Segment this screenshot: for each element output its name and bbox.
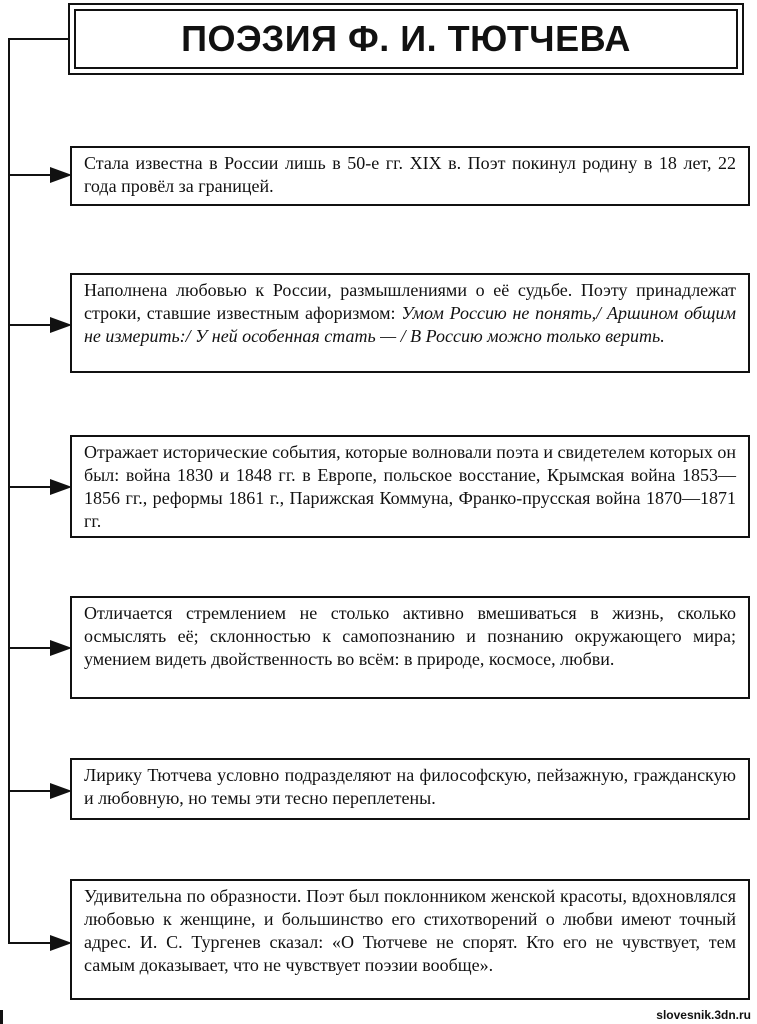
- title-inner-frame: [74, 9, 738, 69]
- arrow-head-icon: [50, 640, 72, 656]
- arrow-head-icon: [50, 317, 72, 333]
- arrow-to-box-5: [8, 790, 70, 792]
- fact-box-text: Удивительна по образности. Поэт был поклонником женской красоты, вдохновлялся любовью к женщине, и большинство его стихотворений о любви имеют точный адрес. И. С. Тургенев сказал: «О Тютчеве не спорят. Кто его не чувствует, тем самым доказывает, что не чувствует поэзии вообще».: [84, 886, 736, 975]
- page-title: ПОЭЗИЯ Ф. И. ТЮТЧЕВА: [181, 18, 631, 59]
- fact-box-text: Стала известна в России лишь в 50-е гг. XIX в. Поэт покинул родину в 18 лет, 22 года провёл за границей.: [84, 153, 736, 196]
- fact-box-text: Отражает исторические события, которые волновали поэта и свидетелем которых он был: война 1830 и 1848 гг. в Европе, польское восстание, Крымская война 1853—1856 гг., реформы 1861 г., Парижская Коммуна, Франко-прусская война 1870—1871 гг.: [84, 442, 736, 531]
- arrow-to-box-1: [8, 174, 70, 176]
- fact-box-genres: [70, 758, 750, 820]
- arrow-head-icon: [50, 479, 72, 495]
- arrow-head-icon: [50, 167, 72, 183]
- arrow-to-box-4: [8, 647, 70, 649]
- watermark: slovesnik.3dn.ru: [656, 1008, 751, 1022]
- arrow-head-icon: [50, 783, 72, 799]
- arrow-to-box-3: [8, 486, 70, 488]
- title-frame: [68, 3, 744, 75]
- corner-mark: [0, 1010, 3, 1024]
- fact-box-history: [70, 435, 750, 538]
- fact-box-text: Лирику Тютчева условно подразделяют на философскую, пейзажную, гражданскую и любовную, но темы эти тесно переплетены.: [84, 765, 736, 808]
- aphorism-quote: Умом Россию не понять,/ Аршином общим не измерить:/ У ней особенная стать — / В Россию можно только верить.: [84, 303, 736, 346]
- arrow-to-box-6: [8, 942, 70, 944]
- title-connector-line: [8, 38, 70, 40]
- fact-box-fame: [70, 146, 750, 206]
- arrow-head-icon: [50, 935, 72, 951]
- fact-box-russia: [70, 273, 750, 373]
- arrow-to-box-2: [8, 324, 70, 326]
- fact-box-imagery: [70, 879, 750, 1000]
- fact-box-text: Наполнена любовью к России, размышлениями о её судьбе. Поэту принадлежат строки, ставшие известным афоризмом:: [84, 280, 736, 323]
- fact-box-philosophy: [70, 596, 750, 699]
- fact-box-text: Отличается стремлением не столько активно вмешиваться в жизнь, сколько осмыслять её; склонностью к самопознанию и познанию окружающего мира; умением видеть двойственность во всём: в природе, космосе, любви.: [84, 603, 736, 669]
